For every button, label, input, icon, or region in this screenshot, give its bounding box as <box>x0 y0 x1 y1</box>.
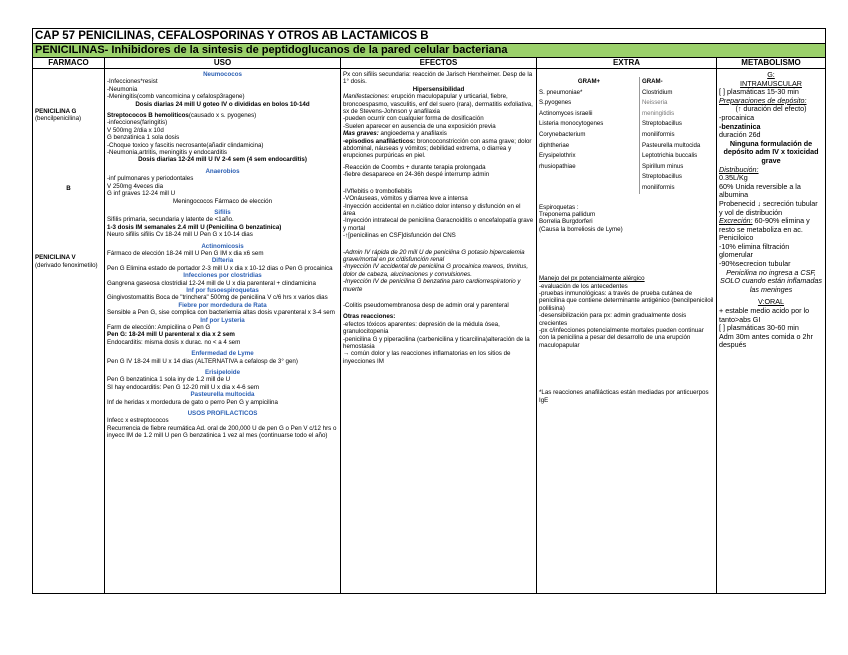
gram-neg-item: Spirillum minus <box>642 162 684 170</box>
document-title: CAP 57 PENICILINAS, CEFALOSPORINAS Y OTROS AB LACTAMICOS B <box>33 29 825 44</box>
uso-text: G benzatinica 1 sola dosis <box>107 134 180 142</box>
header-farmaco: FARMACO <box>33 58 105 68</box>
uso-listeria-heading: Inf por Lysteria <box>200 316 245 324</box>
uso-anaerobios-heading: Anaerobios <box>205 167 240 175</box>
uso-text: G inf graves 12-24 mill U <box>107 190 176 198</box>
met-text: Penicilina no ingresa a CSF, SOLO cuando están inflamadas las meninges <box>720 267 822 294</box>
efecto-text: -Suelen aparecer en ausencia de una exposición previa <box>343 122 496 130</box>
uso-fuso-heading: Inf por fusoespiroquetas <box>186 286 259 294</box>
uso-dose: Dosis diarias 12-24 mill U IV 2-4 sem (4 sem endocarditis) <box>138 156 307 164</box>
extra-text: Espiroquetas : <box>539 203 579 211</box>
uso-neumococos-heading: Neumococos <box>203 71 242 78</box>
uso-text: Pen G benzatinica 1 sola iny de 1.2 mill de U <box>107 376 231 384</box>
uso-text: -Neumonia,artritis, meningitis y endocarditis <box>107 149 228 157</box>
gram-pos-item: Listeria monocytogenes <box>539 120 604 128</box>
efecto-text: -IVflebitis o trombofiebitis <box>343 187 413 195</box>
gram-neg-item: meningitidis <box>642 109 675 117</box>
column-efectos <box>341 69 537 594</box>
uso-text: Recurrencia de fiebre reumática Ad. oral de 200,000 U de pen G o Pen V c/12 hrs o inyecc IM de 1.2 mill U pen G benzatinica 1 vez al mes (continuarse todo el año) <box>107 424 337 440</box>
uso-text: Pen G: 18-24 mill U parenteral x dia x 2 sem <box>107 331 235 339</box>
gram-pos-item: Corynebacterium <box>539 130 586 138</box>
extra-manejo-heading: Manejo del px potencialmente alérgico <box>539 275 645 283</box>
met-text: [ ] plasmáticas 30-60 min <box>719 323 799 333</box>
uso-text: (causado x s. pyogenes) <box>188 112 257 120</box>
uso-strepto-heading: Streptococos B hemoliticos <box>107 112 189 120</box>
gram-positive-list <box>539 77 639 194</box>
uso-lyme-heading: Enfermedad de Lyme <box>191 350 254 358</box>
header-extra: EXTRA <box>537 58 717 68</box>
gram-neg-item: Streptobacillus <box>642 120 682 128</box>
efecto-text: -penicilina G y piperacilina (carbenicilina y ticarcilina)alteración de la hemostasia <box>343 335 530 350</box>
uso-text: Sensible a Pen G, sise complica con bacteriemia altas dosis v.parenteral x 3-4 sem <box>107 309 335 317</box>
header-metabolismo: METABOLISMO <box>741 58 801 67</box>
section-subtitle: PENICILINAS- Inhibidores de la sintesis de peptidoglucanos de la pared celular bacteriana <box>33 44 825 58</box>
efecto-text: -fiebre desaparece en 24-36h despé interrump admin <box>343 171 490 179</box>
uso-text: Farm de elección: Ampicilina o Pen G <box>107 324 211 331</box>
uso-difteria-heading: Difteria <box>211 257 234 265</box>
met-im-heading: INTRAMUSCULAR <box>740 78 802 88</box>
table-header <box>33 58 825 69</box>
uso-rata-heading: Fiebre por mordedura de Rata <box>178 301 267 309</box>
efecto-text: : erupción maculopapular y urticarial, fiebre, broncoespasmo, vasculitis, enf del suero (rara), dermatitis exfoliativa, sx de Stevens-Johnson y anafilaxia <box>343 93 533 116</box>
extra-note: *Las reacciones anafilácticas están mediadas por anticuerpos IgE <box>539 389 709 404</box>
extra-text: -pruebas inmunológicas: a través de prueba cutánea de penicilina que contiene determinante antigénico (bencilpeniciloil polilisina) <box>539 289 714 312</box>
drug-pen-v-sub: (derivado fenoximetilo) <box>35 261 98 269</box>
met-text: -90%secrecion tubular <box>719 259 791 269</box>
uso-text: V 250mg 4veces dia <box>107 182 164 190</box>
uso-profi-heading: USOS PROFILACTICOS <box>187 410 258 418</box>
header-uso: USO <box>105 58 341 68</box>
met-excre-heading: Excreción: <box>719 216 753 226</box>
column-metabolismo <box>717 69 825 594</box>
met-text: 60-90% elimina y resto se metaboliza en ac. Peniciloico <box>719 216 810 243</box>
met-text: + estable medio acido por lo tanto>abs GI <box>719 306 810 324</box>
met-text: -benzatinica <box>719 121 761 131</box>
uso-text: -inf pulmonares y periodontales <box>107 175 194 183</box>
efecto-text: -Inyección IV de penicilina G benzatina paro cardiorrespiratorio y muerte <box>343 278 521 293</box>
met-text: duración 26d <box>719 130 761 140</box>
uso-text: Pen G IV 18-24 mill U x 14 dias (ALTERNATIVA a cefalosp de 3° gen) <box>107 357 298 365</box>
extra-text: (Causa la borreliosis de Lyme) <box>539 225 623 233</box>
extra-text: -desensibilización para px: admin gradualmente dosis crecientes <box>539 312 687 327</box>
table-body <box>33 69 825 594</box>
uso-actino-heading: Actinomicosis <box>201 242 244 250</box>
uso-text: -Neumonia <box>107 85 138 93</box>
met-prep-heading: Preparaciones de depósito: <box>719 95 807 105</box>
efecto-text: -Colitis pseudomembranosa desp de admin oral y parenteral <box>343 301 509 309</box>
gram-neg-item: Clostridium <box>642 88 673 96</box>
gram-pos-item: S.pyogenes <box>539 99 572 107</box>
uso-text: Gangrena gaseosa clostridial 12-24 mill de U x dia parenteral + clindamicina <box>107 279 316 287</box>
met-text: 0.35L/Kg <box>719 173 748 183</box>
gram-pos-item: S. pneumoniae* <box>539 88 583 96</box>
efecto-text: angioedema y anafilaxis <box>378 130 447 138</box>
efecto-label: Manifestaciones <box>343 93 388 101</box>
uso-text: Gingivostomatitis Boca de "trinchera" 500mg de penicilina V c/6 hrs x varios dias <box>107 294 328 302</box>
extra-text: Borrelia Burgdorferi <box>539 218 593 226</box>
gram-neg-item: Streptobacillus <box>642 173 682 181</box>
efecto-text: -↑[penicilinas en CSF]disfunción del CNS <box>343 232 456 240</box>
met-text: 60% Unida reversible a la albumina <box>719 181 801 200</box>
drug-pen-v: PENICILINA V <box>35 254 76 262</box>
column-extra <box>537 69 717 594</box>
efecto-text: broncoconstricción con asma grave; dolor abdominal, náuseas y vómitos; debilidad extrema, o diarrea y erupciones purpúricas en piel. <box>343 137 532 160</box>
met-text: -procainica <box>719 112 755 122</box>
extra-text: -px c/infecciones potencialmente mortales pueden continuar con la penicilina a pesar del desarrollo de una erupción maculopapular <box>539 327 704 349</box>
gram-neg-item: Leptotrichia buccalis <box>642 152 698 160</box>
gram-neg-heading: GRAM- <box>642 78 663 85</box>
column-uso <box>105 69 341 594</box>
uso-text: Pen G Elimina estado de portador 2-3 mill U x dia x 10-12 dias o Pen G procainica <box>107 264 333 272</box>
efecto-text: Px con sifilis secundaria: reacción de Jarisch Herxheimer. Desp de la 1° dosis. <box>343 71 533 86</box>
uso-text: Sifilis primaria, secundaria y latente de <1año. <box>107 216 234 224</box>
met-g-heading: G: <box>767 70 775 79</box>
met-text: [ ] plasmáticas 15-30 min <box>719 87 799 97</box>
gram-neg-item: moniliformis <box>642 183 675 191</box>
drug-b: B <box>66 184 71 192</box>
efecto-label: -episodios anafilácticos: <box>343 137 416 145</box>
uso-text: -Meningitis(comb vancomicina y cefalosp3ragene) <box>107 93 245 101</box>
gram-negative-list <box>639 77 713 194</box>
header-efectos: EFECTOS <box>341 58 537 68</box>
met-text: -10% elimina filtración glomerular <box>719 241 790 260</box>
gram-pos-item: Actinomyces israelii <box>539 109 593 117</box>
extra-text: Treponema pallidum <box>539 210 596 218</box>
efecto-text: -Admin IV rápida de 20 mill U de penicilina G potasio hipercalemia grave/mortal en px c/disfunción renal <box>343 248 525 263</box>
gram-pos-heading: GRAM+ <box>577 78 601 85</box>
met-text: Adm 30m antes comida o 2hr después <box>719 331 813 350</box>
uso-text: SI hay endocarditis: Pen G 12-20 mill U x dia x 4-6 sem <box>107 383 260 391</box>
extra-text: -evaluación de los antecedentes <box>539 282 628 290</box>
uso-text: 1-3 dosis IM semanales 2.4 mill U (Penicilina G benzatinica) <box>107 223 282 231</box>
uso-clostri-heading: Infecciones por clostridias <box>183 272 262 280</box>
gram-neg-item: moniliformis <box>642 130 675 138</box>
efecto-text: -VOnáuseas, vómitos y diarrea leve a intensa <box>343 195 468 203</box>
efecto-text: -Inyección IV accidental de penicilina G procainica mareos, tinnitus, dolor de cabeza, alucinaciones y convulsiones. <box>343 263 529 278</box>
efecto-text: -efectos tóxicos aparentes: depresión de la médula ósea, granulocitopenia <box>343 320 500 336</box>
uso-text: V 500mg 2/dia x 10d <box>107 126 164 134</box>
document-table <box>32 28 826 594</box>
efecto-hiper-heading: Hipersensibilidad <box>412 85 465 93</box>
uso-text: Inf de heridas x mordedura de gato o perro Pen G y ampicilina <box>107 398 278 406</box>
gram-pos-item: rhusiopathiae <box>539 162 576 170</box>
uso-text: Endocarditis: misma dosis x durac. no < a 4 sem <box>107 338 241 346</box>
drug-pen-g: PENICILINA G <box>35 108 77 115</box>
uso-sifilis-heading: Sifilis <box>214 208 231 216</box>
uso-pasteu-heading: Pasteurella multocida <box>190 391 255 399</box>
drug-pen-g-sub: (bencilpenicilina) <box>35 115 82 123</box>
efecto-otras-heading: Otras reacciones: <box>343 313 396 321</box>
met-text: Ninguna formulación de depósito adm IV x toxicidad grave <box>723 138 819 165</box>
uso-text: Infecc x estreptococos <box>107 417 169 425</box>
gram-pos-item: Erysipelothrix <box>539 152 576 160</box>
uso-text: Fármaco de elección 18-24 mill U Pen G IM x dia x6 sem <box>107 249 264 257</box>
efecto-label: Mas graves: <box>343 130 379 138</box>
uso-erisi-heading: Erisipeloide <box>204 369 241 377</box>
gram-neg-item: Neisseria <box>642 99 668 107</box>
uso-dose: Dosis diarias 24 mill U goteo IV o divididas en bolos 10-14d <box>135 100 310 108</box>
met-oral-heading: V:ORAL <box>757 297 785 307</box>
uso-text: -infecciones(faringitis) <box>107 119 168 127</box>
efecto-text: -pueden ocurrir con cualquier forma de dosificación <box>343 115 484 123</box>
uso-text: Neuro sifilis sifilis Cv 18-24 mill U Pen G x 10-14 dias <box>107 231 253 239</box>
met-text: (↑ duración del efecto) <box>735 104 807 114</box>
uso-text: -Choque toxico y fascitis necrosante(añadir clindamicina) <box>107 141 264 149</box>
efecto-text: -Inyección intratecal de penicilina Garacnoiditis o encefalopatía grave y mortal <box>343 217 534 232</box>
gram-neg-item: Pasteurella multocida <box>642 141 701 149</box>
uso-text: -Infecciones*resist <box>107 78 158 86</box>
uso-text: Meningococos Fármaco de elección <box>172 197 273 205</box>
met-distrib-heading: Distribución: <box>719 164 759 174</box>
efecto-text: → común dolor y las reacciones inflamatorias en los sitios de inyecciones IM <box>343 350 511 365</box>
efecto-text: -Reacción de Coombs + durante terapia prolongada <box>343 163 486 171</box>
column-farmaco <box>33 69 105 594</box>
met-text: Probenecid ↓ secreción tubular y vol de distribución <box>719 198 818 217</box>
gram-pos-item: diphtheriae <box>539 141 570 149</box>
efecto-text: -Inyección accidental en n.ciático dolor intenso y disfunción en el área <box>343 202 521 217</box>
gram-table <box>539 77 714 194</box>
